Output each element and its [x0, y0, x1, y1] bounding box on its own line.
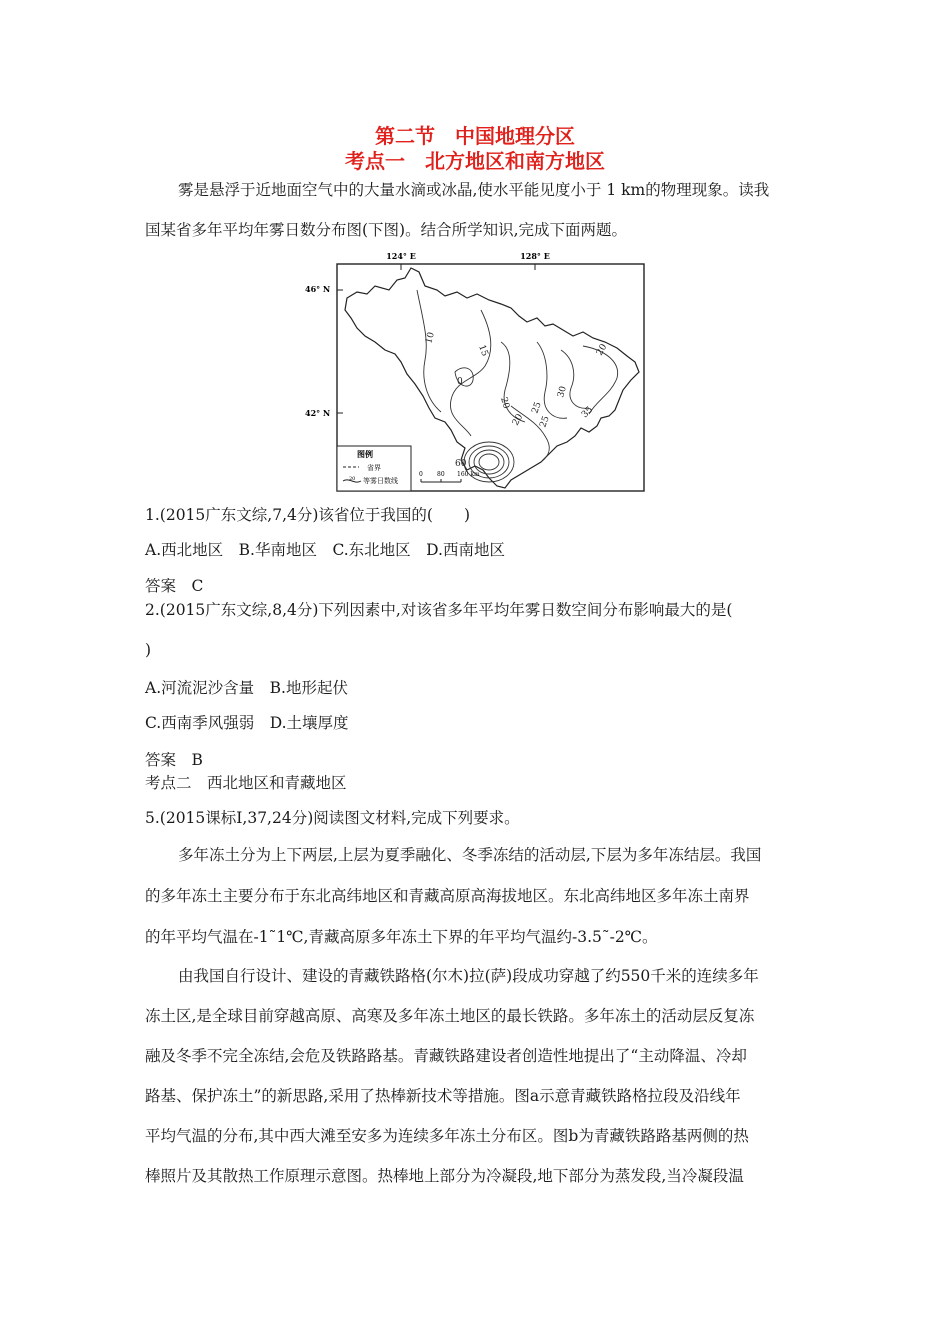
- q5-para1-line-3: 的年平均气温在-1˜1℃,青藏高原多年冻土下界的年平均气温约-3.5˜-2℃。: [145, 928, 658, 946]
- topic-2-heading: 考点二 西北地区和青藏地区: [145, 774, 347, 792]
- contour-label-25: 25: [530, 400, 544, 416]
- legend-contour-sample-value: 20: [349, 476, 356, 482]
- lat-label-42: 42° N: [305, 408, 331, 418]
- lon-label-128: 128° E: [520, 251, 550, 261]
- q2-answer: 答案 B: [145, 751, 203, 769]
- lon-label-124: 124° E: [386, 251, 416, 261]
- q2-stem-line-1: 2.(2015广东文综,8,4分)下列因素中,对该省多年平均年雾日数空间分布影响最大的是(: [145, 601, 733, 619]
- legend-border-label: 省界: [367, 464, 381, 472]
- contour-label-25b: 25: [538, 414, 552, 430]
- q5-para2-line-1: 由我国自行设计、建设的青藏铁路格(尔木)拉(萨)段成功穿越了约550千米的连续多年: [178, 967, 759, 985]
- q5-para2-line-6: 棒照片及其散热工作原理示意图。热棒地上部分为冷凝段,地下部分为蒸发段,当冷凝段温: [145, 1167, 744, 1185]
- contour-label-15: 15: [476, 343, 490, 358]
- legend-title: 图例: [357, 449, 373, 459]
- fog-days-map: [305, 250, 645, 492]
- intro-line-2: 国某省多年平均年雾日数分布图(下图)。结合所学知识,完成下面两题。: [145, 221, 628, 239]
- lat-label-46: 46° N: [305, 284, 331, 294]
- topic-title: 考点一 北方地区和南方地区: [345, 149, 605, 173]
- q5-para2-line-3: 融及冬季不完全冻结,会危及铁路路基。青藏铁路建设者创造性地提出了“主动降温、冷却: [145, 1047, 747, 1065]
- scale-0: 0: [419, 471, 423, 478]
- contour-label-10: 10: [424, 331, 437, 345]
- intro-line-1: 雾是悬浮于近地面空气中的大量水滴或冰晶,使水平能见度小于 1 km的物理现象。读我: [178, 181, 770, 199]
- q5-para1-line-1: 多年冻土分为上下两层,上层为夏季融化、冬季冻结的活动层,下层为多年冻结层。我国: [178, 846, 762, 864]
- scale-80: 80: [437, 471, 445, 478]
- q5-para2-line-4: 路基、保护冻土”的新思路,采用了热棒新技术等措施。图a示意青藏铁路格拉段及沿线年: [145, 1087, 741, 1105]
- q5-para2-line-2: 冻土区,是全球目前穿越高原、高寒及多年冻土地区的最长铁路。多年冻土的活动层反复冻: [145, 1007, 755, 1025]
- section-title: 第二节 中国地理分区: [375, 124, 575, 148]
- map-legend: [337, 446, 411, 491]
- q2-stem-line-2: ): [145, 641, 152, 659]
- q5-para2-line-5: 平均气温的分布,其中西大滩至安多为连续多年冻土分布区。图b为青藏铁路路基两侧的热: [145, 1127, 749, 1145]
- contour-label-20c: 20: [594, 342, 610, 358]
- contour-label-35: 35: [580, 404, 596, 421]
- q5-para1-line-2: 的多年冻土主要分布于东北高纬地区和青藏高原高海拔地区。东北高纬地区多年冻土南界: [145, 887, 750, 905]
- scale-160: 160 km: [457, 471, 480, 478]
- contour-label-0: 0: [457, 377, 463, 387]
- contour-label-20a: 20: [498, 396, 511, 410]
- q1-stem: 1.(2015广东文综,7,4分)该省位于我国的( ): [145, 506, 471, 524]
- legend-contour-label: 等雾日数线: [363, 477, 398, 485]
- q5-stem: 5.(2015课标Ⅰ,37,24分)阅读图文材料,完成下列要求。: [145, 809, 520, 827]
- q1-options: A.西北地区 B.华南地区 C.东北地区 D.西南地区: [145, 541, 505, 559]
- contour-label-60: 60: [455, 459, 467, 469]
- q2-options-row-2: C.西南季风强弱 D.土壤厚度: [145, 714, 349, 732]
- contour-label-20b: 20: [510, 412, 526, 428]
- q1-answer: 答案 C: [145, 577, 204, 595]
- q2-options-row-1: A.河流泥沙含量 B.地形起伏: [145, 679, 348, 697]
- contour-label-30: 30: [556, 385, 569, 399]
